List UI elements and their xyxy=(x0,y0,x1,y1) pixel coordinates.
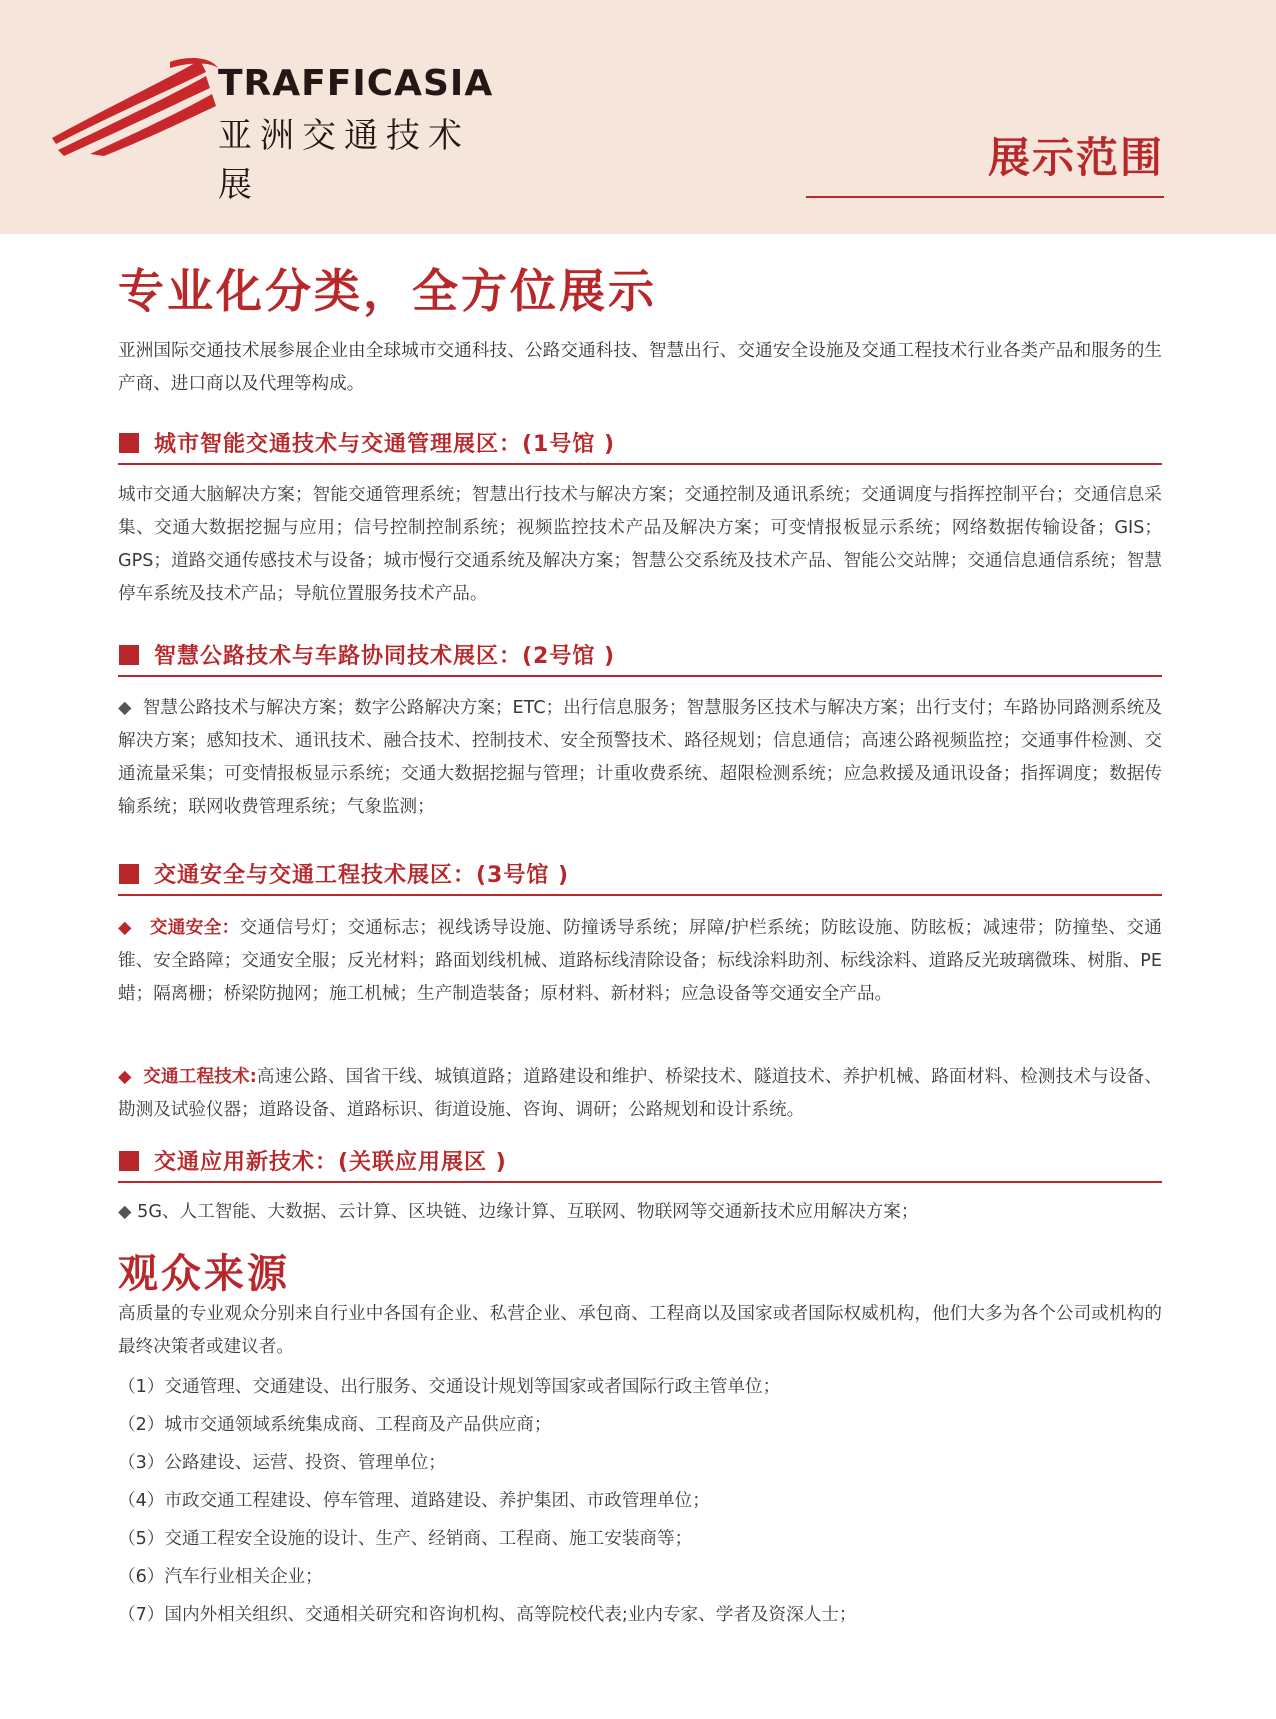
audience-title: 观众来源 xyxy=(118,1251,290,1297)
header-band xyxy=(0,0,1276,234)
logo-english-text: TRAFFICASIA xyxy=(218,63,494,104)
intro-paragraph: 亚洲国际交通技术展参展企业由全球城市交通科技、公路交通科技、智慧出行、交通安全设施及交通工程技术行业各类产品和服务的生产商、进口商以及代理等构成。 xyxy=(118,341,1162,394)
audience-list xyxy=(118,1368,856,1634)
section-title: 城市智能交通技术与交通管理展区：(1号馆 ) xyxy=(154,432,616,457)
section-title: 交通安全与交通工程技术展区：(3号馆 ) xyxy=(154,863,570,888)
item-keyword: 交通安全： xyxy=(149,918,240,938)
item-text: 高速公路、国省干线、城镇道路；道路建设和维护、桥梁技术、隧道技术、养护机械、路面材料、检测技术与设备、勘测及试验仪器；道路设备、道路标识、街道设施、咨询、调研；公路规划和设计系统。 xyxy=(118,1067,1162,1120)
list-item: （6）汽车行业相关企业； xyxy=(118,1567,323,1587)
item-keyword: 交通工程技术: xyxy=(143,1067,257,1087)
section-heading-hall-3 xyxy=(118,858,1162,896)
page-tag-underline xyxy=(806,196,1164,198)
section-body-new-tech xyxy=(118,1196,1162,1229)
section-text: 智慧公路技术与解决方案；数字公路解决方案；ETC；出行信息服务；智慧服务区技术与解决方案；出行支付；车路协同路测系统及解决方案；感知技术、通讯技术、融合技术、控制技术、安全预警技术、路径规划；信息通信；高速公路视频监控；交通事件检测、交通流量采集；可变情报板显示系统；交通大数据挖掘与管理；计重收费系统、超限检测系统；应急救援及通讯设备；指挥调度；数据传输系统；联网收费管理系统；气象监测； xyxy=(118,698,1162,817)
list-item: （5）交通工程安全设施的设计、生产、经销商、工程商、施工安装商等； xyxy=(118,1529,693,1549)
diamond-bullet-icon: ◆ xyxy=(118,1202,132,1222)
trafficasia-logo xyxy=(50,58,500,205)
section-body-hall-1: 城市交通大脑解决方案；智能交通管理系统；智慧出行技术与解决方案；交通控制及通讯系统；交通调度与指挥控制平台；交通信息采集、交通大数据挖掘与应用；信号控制控制系统；视频监控技术产品及解决方案；可变情报板显示系统；网络数据传输设备；GIS；GPS；道路交通传感技术与设备；城市慢行交通系统及解决方案；智慧公交系统及技术产品、智能公交站牌；交通信息通信系统；智慧停车系统及技术产品；导航位置服务技术产品。 xyxy=(118,485,1162,604)
section-heading-hall-1 xyxy=(118,427,1162,465)
item-text: 交通信号灯；交通标志；视线诱导设施、防撞诱导系统；屏障/护栏系统；防眩设施、防眩板；减速带；防撞垫、交通锥、安全路障；交通安全服；反光材料；路面划线机械、道路标线清除设备；标线涂料助剂、标线涂料、道路反光玻璃微珠、树脂、PE蜡；隔离栅；桥梁防抛网；施工机械；生产制造装备；原材料、新材料；应急设备等交通安全产品。 xyxy=(118,918,1162,1004)
swoosh-logo-icon xyxy=(50,58,220,158)
section-item-traffic-safety xyxy=(118,912,1162,1011)
list-item: （2）城市交通领域系统集成商、工程商及产品供应商； xyxy=(118,1415,552,1435)
square-bullet-icon xyxy=(119,1151,139,1171)
main-title: 专业化分类，全方位展示 xyxy=(118,264,657,318)
section-item-traffic-engineering xyxy=(118,1061,1162,1127)
section-heading-hall-2 xyxy=(118,639,1162,677)
list-item: （3）公路建设、运营、投资、管理单位； xyxy=(118,1453,446,1473)
square-bullet-icon xyxy=(119,864,139,884)
square-bullet-icon xyxy=(119,433,139,453)
page-tag-title: 展示范围 xyxy=(987,133,1164,182)
section-body-hall-2 xyxy=(118,692,1162,824)
section-heading-new-tech xyxy=(118,1145,1162,1183)
diamond-bullet-icon: ◆ xyxy=(118,1067,132,1087)
diamond-bullet-icon: ◆ xyxy=(118,698,132,718)
audience-intro: 高质量的专业观众分别来自行业中各国有企业、私营企业、承包商、工程商以及国家或者国际权威机构，他们大多为各个公司或机构的最终决策者或建议者。 xyxy=(118,1304,1162,1357)
section-title: 交通应用新技术：(关联应用展区 ) xyxy=(154,1150,507,1175)
square-bullet-icon xyxy=(119,645,139,665)
logo-chinese-text: 亚洲交通技术展 xyxy=(218,116,470,205)
list-item: （7）国内外相关组织、交通相关研究和咨询机构、高等院校代表;业内专家、学者及资深人士； xyxy=(118,1605,857,1625)
section-text: 5G、人工智能、大数据、云计算、区块链、边缘计算、互联网、物联网等交通新技术应用解决方案； xyxy=(137,1202,919,1222)
list-item: （4）市政交通工程建设、停车管理、道路建设、养护集团、市政管理单位； xyxy=(118,1491,710,1511)
diamond-bullet-icon: ◆ xyxy=(118,918,132,938)
section-title: 智慧公路技术与车路协同技术展区：(2号馆 ) xyxy=(154,644,616,669)
list-item: （1）交通管理、交通建设、出行服务、交通设计规划等国家或者国际行政主管单位； xyxy=(118,1377,781,1397)
